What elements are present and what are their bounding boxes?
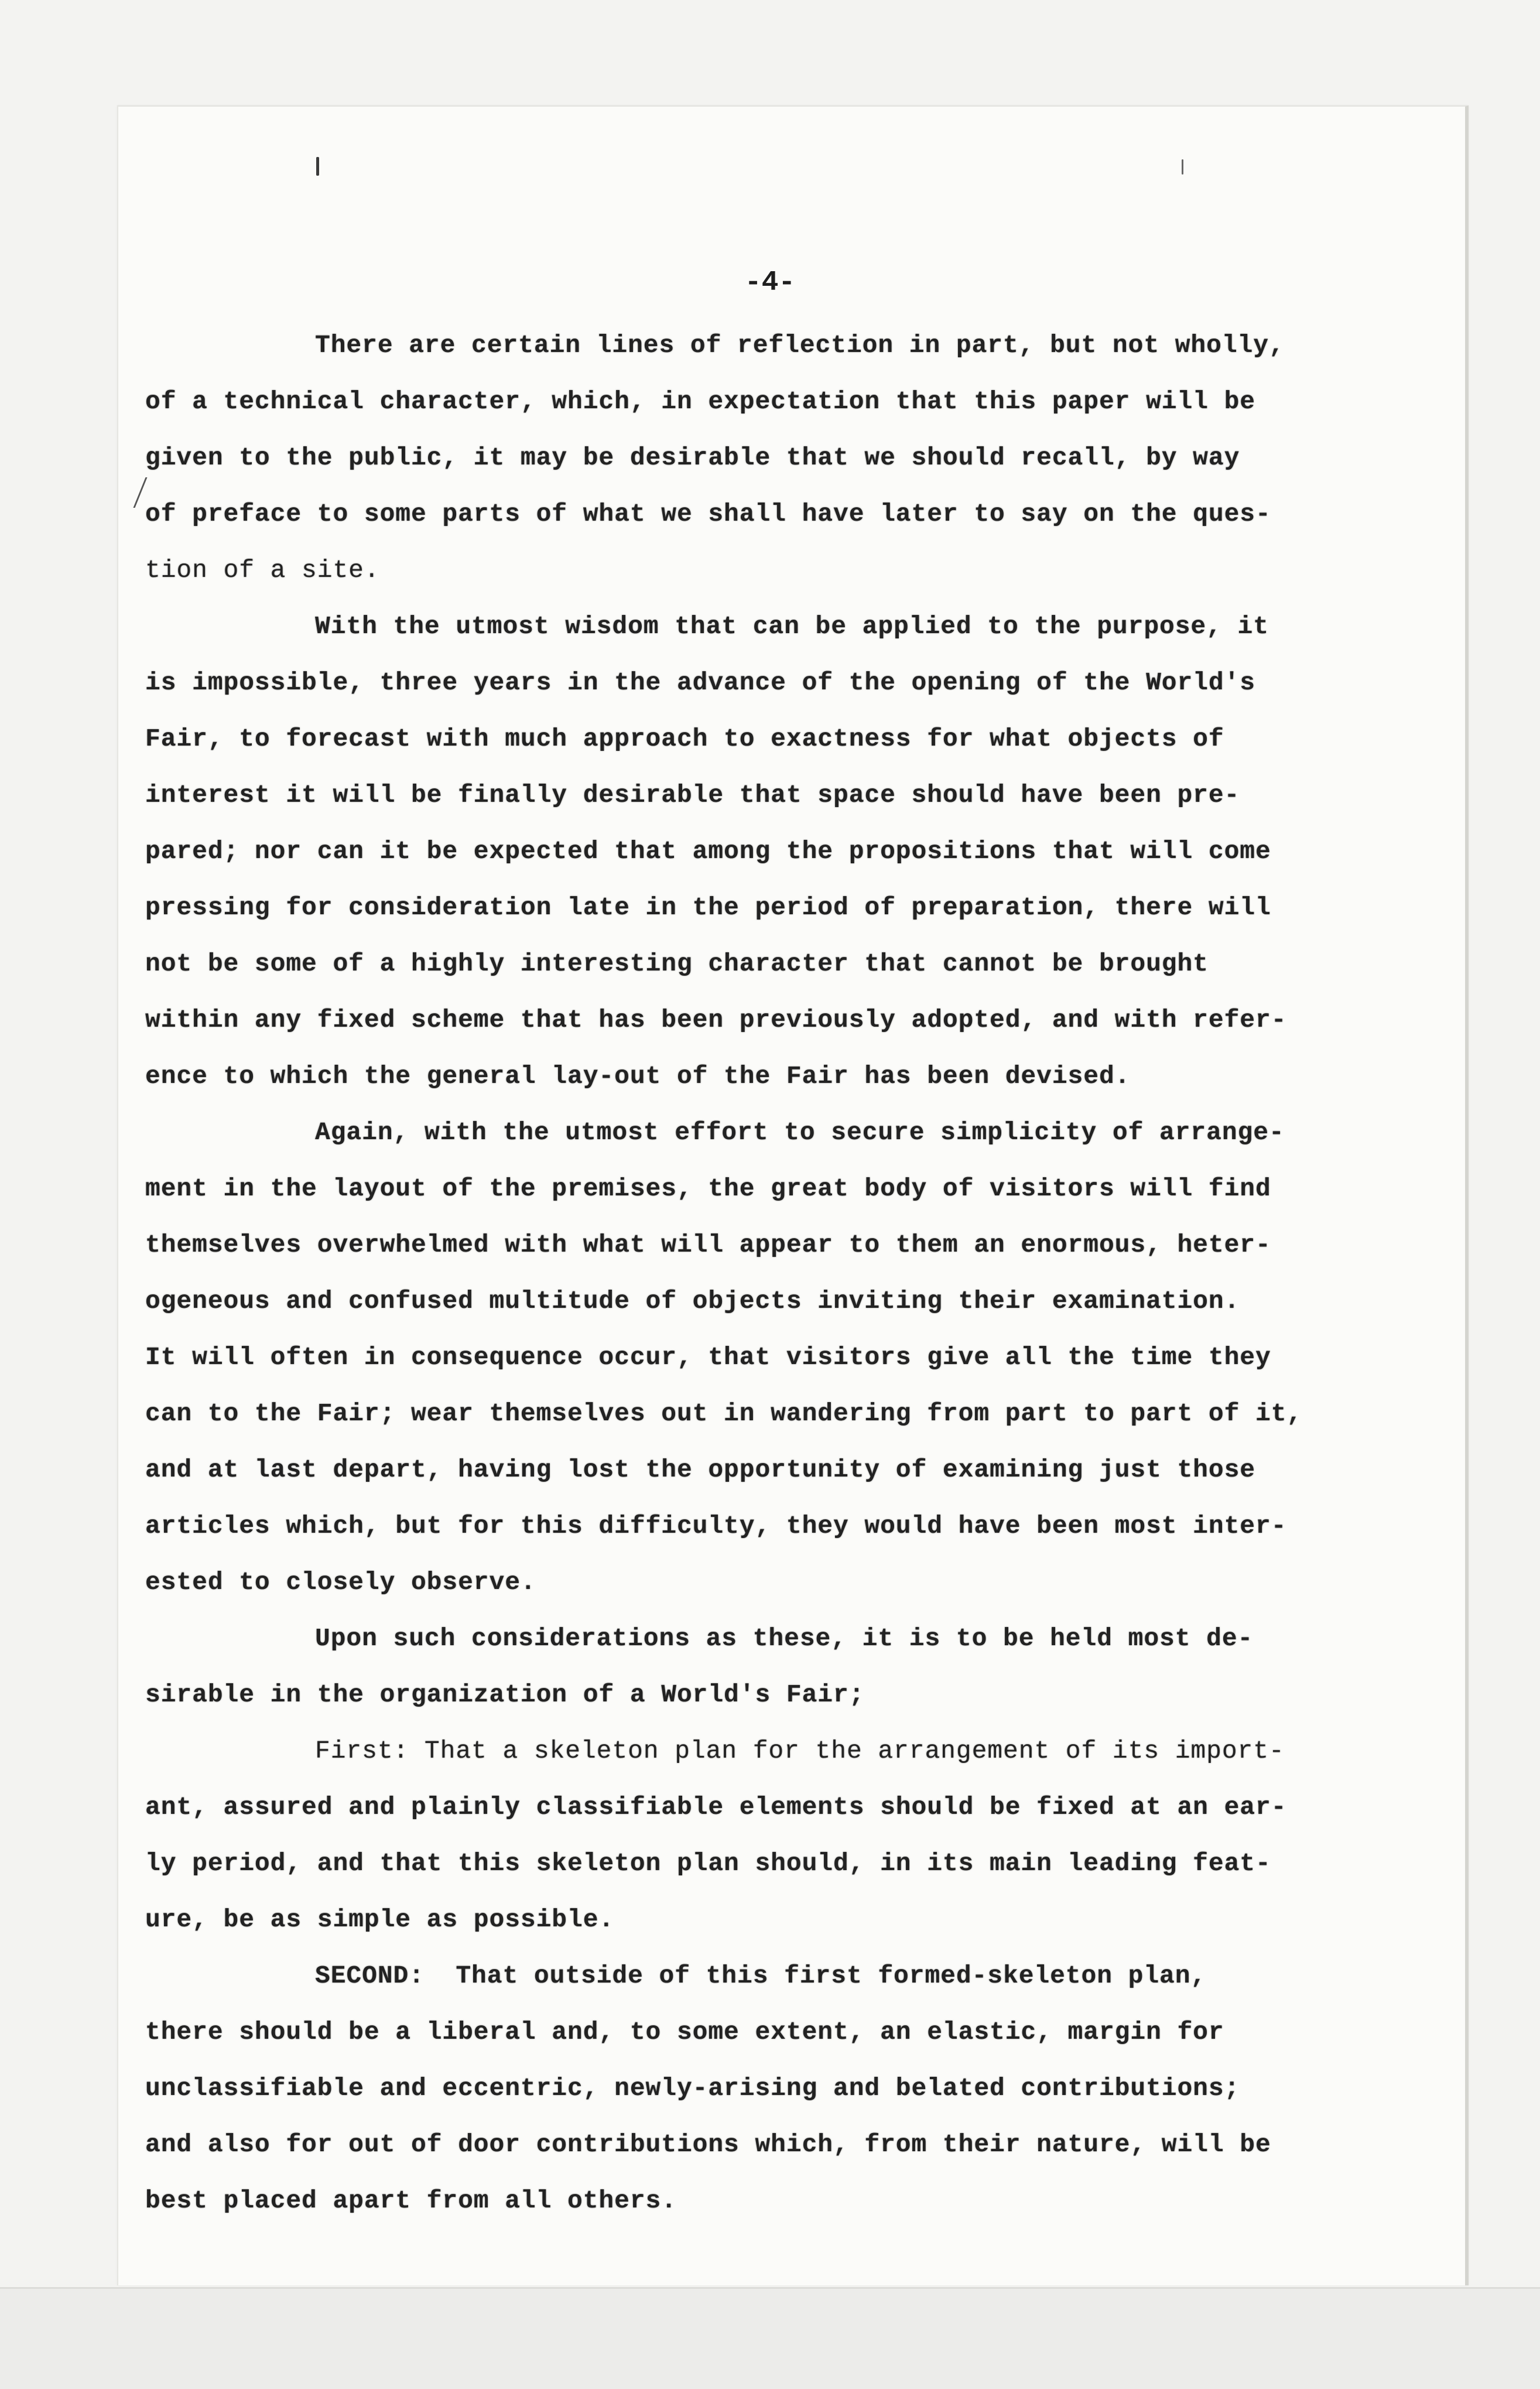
text-line: tion of a site. xyxy=(145,556,380,585)
text-line: sirable in the organization of a World's Fair; xyxy=(145,1680,865,1709)
text-line: There are certain lines of reflection in part, but not wholly, xyxy=(315,331,1285,360)
text-line: SECOND: That outside of this first formed-skeleton plan, xyxy=(315,1961,1207,1990)
text-line: of a technical character, which, in expectation that this paper will be xyxy=(145,387,1255,416)
text-line: pared; nor can it be expected that among the propositions that will come xyxy=(145,837,1271,866)
text-line: ant, assured and plainly classifiable elements should be fixed at an ear- xyxy=(145,1793,1287,1821)
text-line: pressing for consideration late in the period of preparation, there will xyxy=(145,893,1271,922)
text-line: and at last depart, having lost the opportunity of examining just those xyxy=(145,1455,1255,1484)
text-line: articles which, but for this difficulty, they would have been most inter- xyxy=(145,1512,1287,1540)
text-line: interest it will be finally desirable that space should have been pre- xyxy=(145,781,1240,809)
text-line: not be some of a highly interesting character that cannot be brought xyxy=(145,949,1209,978)
text-line: themselves overwhelmed with what will appear to them an enormous, heter- xyxy=(145,1231,1271,1259)
text-line: Upon such considerations as these, it is to be held most de- xyxy=(315,1624,1254,1653)
page-number: -4- xyxy=(744,267,796,299)
text-line: It will often in consequence occur, that visitors give all the time they xyxy=(145,1343,1271,1372)
text-line: given to the public, it may be desirable that we should recall, by way xyxy=(145,443,1240,472)
text-line: ested to closely observe. xyxy=(145,1568,536,1597)
text-line: Fair, to forecast with much approach to exactness for what objects of xyxy=(145,724,1224,753)
text-line: there should be a liberal and, to some extent, an elastic, margin for xyxy=(145,2018,1224,2046)
text-line: within any fixed scheme that has been previously adopted, and with refer- xyxy=(145,1006,1287,1034)
text-line: ment in the layout of the premises, the great body of visitors will find xyxy=(145,1174,1271,1203)
text-line: unclassifiable and eccentric, newly-arising and belated contributions; xyxy=(145,2074,1240,2103)
text-line: First: That a skeleton plan for the arrangement of its import- xyxy=(315,1737,1285,1765)
punch-mark-left xyxy=(316,157,319,176)
scan-background-edge xyxy=(0,2287,1540,2389)
text-line: can to the Fair; wear themselves out in wandering from part to part of it, xyxy=(145,1399,1303,1428)
punch-mark-right xyxy=(1182,159,1183,175)
text-line: best placed apart from all others. xyxy=(145,2186,677,2215)
text-line: Again, with the utmost effort to secure simplicity of arrange- xyxy=(315,1118,1285,1147)
text-line: is impossible, three years in the advance of the opening of the World's xyxy=(145,668,1255,697)
text-line: ure, be as simple as possible. xyxy=(145,1905,615,1934)
text-line: and also for out of door contributions which, from their nature, will be xyxy=(145,2130,1271,2159)
text-line: ogeneous and confused multitude of objects inviting their examination. xyxy=(145,1287,1240,1315)
text-line: of preface to some parts of what we shall have later to say on the ques- xyxy=(145,500,1271,528)
text-line: ence to which the general lay-out of the Fair has been devised. xyxy=(145,1062,1131,1091)
text-line: ly period, and that this skeleton plan should, in its main leading feat- xyxy=(145,1849,1271,1878)
text-line: With the utmost wisdom that can be applied to the purpose, it xyxy=(315,612,1269,641)
